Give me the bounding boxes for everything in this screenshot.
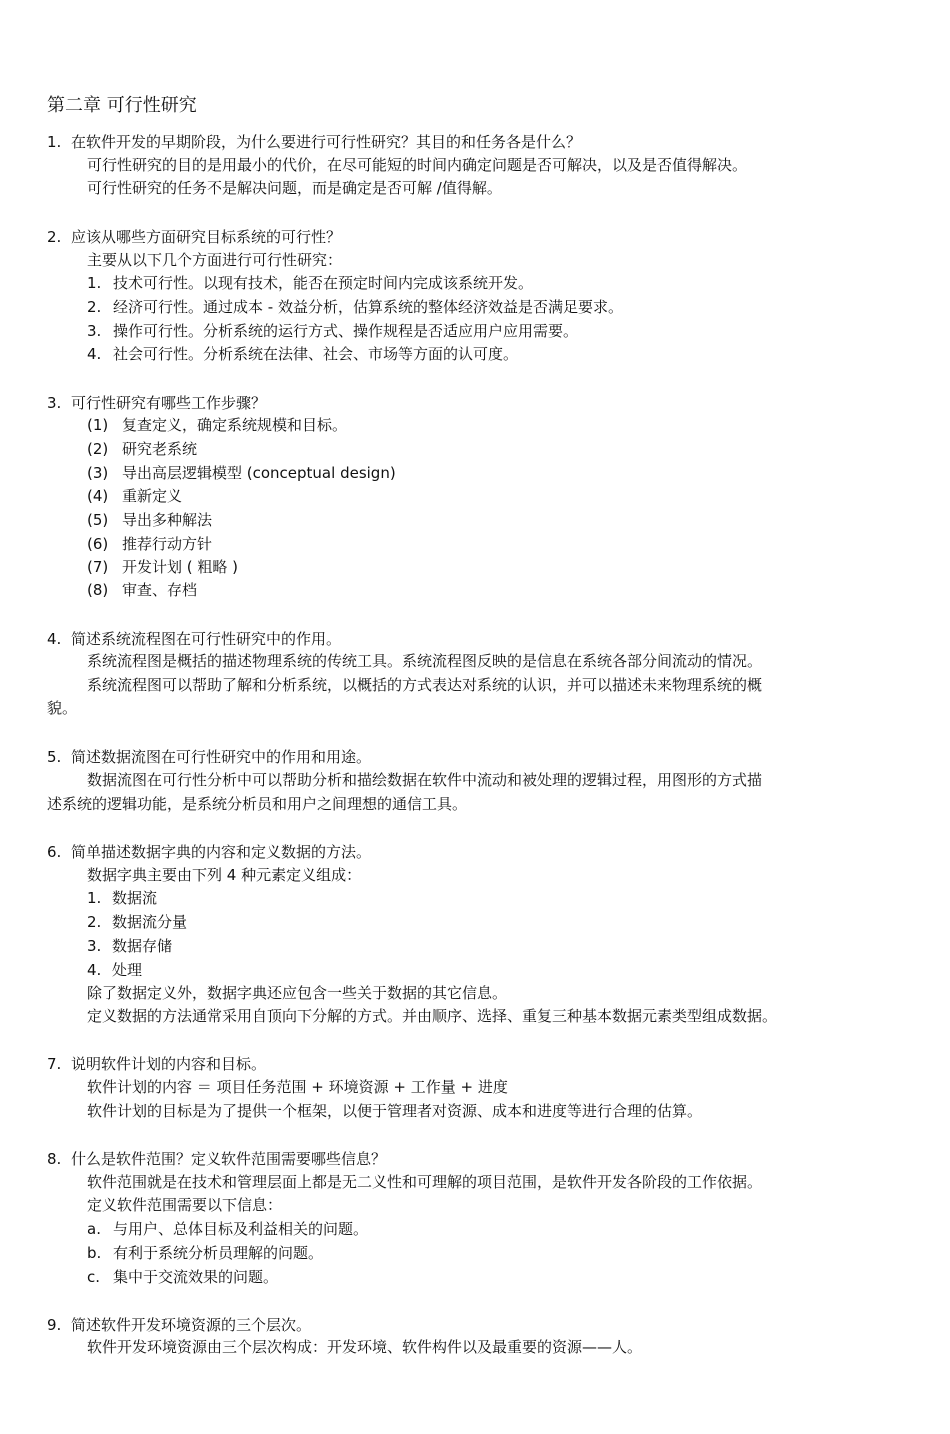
- q9-question: 简述软件开发环境资源的三个层次。: [71, 1316, 312, 1334]
- list-item: 导出多种解法: [122, 511, 213, 529]
- list-item: 社会可行性。分析系统在法律、社会、市场等方面的认可度。: [113, 345, 519, 363]
- q1-number: 1.: [47, 133, 62, 151]
- q4-answer-line: 貌。: [47, 699, 78, 717]
- list-number: 4.: [87, 345, 102, 363]
- list-item: 复查定义，确定系统规模和目标。: [122, 416, 348, 434]
- list-number: (5): [87, 511, 109, 529]
- q7-number: 7.: [47, 1055, 62, 1073]
- q6-intro: 数据字典主要由下列 4 种元素定义组成：: [87, 866, 362, 884]
- q3-question: 可行性研究有哪些工作步骤？: [71, 394, 267, 412]
- list-item: 研究老系统: [122, 440, 198, 458]
- q4-number: 4.: [47, 630, 62, 648]
- q2-number: 2.: [47, 228, 62, 246]
- list-item: 推荐行动方针: [122, 535, 213, 553]
- list-item: 重新定义: [122, 487, 183, 505]
- q6-number: 6.: [47, 843, 62, 861]
- q5-answer-line: 数据流图在可行性分析中可以帮助分析和描绘数据在软件中流动和被处理的逻辑过程，用图形的方式描: [87, 771, 763, 789]
- q9-answer-line: 软件开发环境资源由三个层次构成：开发环境、软件构件以及最重要的资源——人。: [87, 1338, 643, 1356]
- q7-answer-line: 软件计划的目标是为了提供一个框架，以便于管理者对资源、成本和进度等进行合理的估算。: [87, 1102, 703, 1120]
- list-item: 开发计划 ( 粗略 ): [122, 558, 239, 576]
- list-number: (1): [87, 416, 109, 434]
- q5-number: 5.: [47, 748, 62, 766]
- list-item: 导出高层逻辑模型 (conceptual design): [122, 464, 396, 482]
- list-number: 2.: [87, 913, 102, 931]
- q8-answer-line: 软件范围就是在技术和管理层面上都是无二义性和可理解的项目范围，是软件开发各阶段的工作依据。: [87, 1173, 763, 1191]
- q8-number: 8.: [47, 1150, 62, 1168]
- q6-answer-line: 除了数据定义外，数据字典还应包含一些关于数据的其它信息。: [87, 984, 508, 1002]
- chapter-title: 第二章 可行性研究: [47, 95, 197, 116]
- q7-answer-line: 软件计划的内容 ＝ 项目任务范围 + 环境资源 + 工作量 + 进度: [87, 1078, 508, 1096]
- list-number: 2.: [87, 298, 102, 316]
- list-number: c.: [87, 1268, 101, 1286]
- list-item: 审查、存档: [122, 581, 198, 599]
- q6-question: 简单描述数据字典的内容和定义数据的方法。: [71, 843, 372, 861]
- list-number: 4.: [87, 961, 102, 979]
- q7-question: 说明软件计划的内容和目标。: [71, 1055, 267, 1073]
- list-item: 经济可行性。通过成本 - 效益分析，估算系统的整体经济效益是否满足要求。: [113, 298, 623, 316]
- list-item: 有利于系统分析员理解的问题。: [113, 1244, 324, 1262]
- q3-number: 3.: [47, 394, 62, 412]
- q1-answer-line: 可行性研究的目的是用最小的代价，在尽可能短的时间内确定问题是否可解决，以及是否值得解决。: [87, 156, 748, 174]
- list-number: (6): [87, 535, 109, 553]
- q5-answer-line: 述系统的逻辑功能，是系统分析员和用户之间理想的通信工具。: [47, 795, 468, 813]
- list-item: 操作可行性。分析系统的运行方式、操作规程是否适应用户应用需要。: [113, 322, 579, 340]
- list-number: b.: [87, 1244, 102, 1262]
- list-number: (8): [87, 581, 109, 599]
- q2-question: 应该从哪些方面研究目标系统的可行性？: [71, 228, 342, 246]
- q8-question: 什么是软件范围？定义软件范围需要哪些信息？: [71, 1150, 387, 1168]
- q4-answer-line: 系统流程图可以帮助了解和分析系统，以概括的方式表达对系统的认识，并可以描述未来物理系统的概: [87, 676, 763, 694]
- list-item: 技术可行性。以现有技术，能否在预定时间内完成该系统开发。: [113, 274, 534, 292]
- list-number: 3.: [87, 322, 102, 340]
- list-item: 与用户、总体目标及利益相关的问题。: [113, 1220, 369, 1238]
- list-number: (3): [87, 464, 109, 482]
- list-number: a.: [87, 1220, 101, 1238]
- list-item: 数据流: [112, 889, 158, 907]
- q2-intro: 主要从以下几个方面进行可行性研究：: [87, 251, 343, 269]
- q4-question: 简述系统流程图在可行性研究中的作用。: [71, 630, 342, 648]
- list-item: 集中于交流效果的问题。: [113, 1268, 279, 1286]
- list-item: 数据存储: [112, 937, 173, 955]
- list-number: 1.: [87, 274, 102, 292]
- list-number: 3.: [87, 937, 102, 955]
- q5-question: 简述数据流图在可行性研究中的作用和用途。: [71, 748, 372, 766]
- q9-number: 9.: [47, 1316, 62, 1334]
- q1-answer-line: 可行性研究的任务不是解决问题，而是确定是否可解 /值得解。: [87, 179, 502, 197]
- q8-answer-line: 定义软件范围需要以下信息：: [87, 1196, 283, 1214]
- q6-answer-line: 定义数据的方法通常采用自顶向下分解的方式。并由顺序、选择、重复三种基本数据元素类型组成数据。: [87, 1007, 778, 1025]
- list-item: 数据流分量: [112, 913, 188, 931]
- list-number: (2): [87, 440, 109, 458]
- list-item: 处理: [112, 961, 143, 979]
- q4-answer-line: 系统流程图是概括的描述物理系统的传统工具。系统流程图反映的是信息在系统各部分间流动的情况。: [87, 652, 763, 670]
- q1-question: 在软件开发的早期阶段，为什么要进行可行性研究？其目的和任务各是什么？: [71, 133, 582, 151]
- list-number: (4): [87, 487, 109, 505]
- list-number: 1.: [87, 889, 102, 907]
- list-number: (7): [87, 558, 109, 576]
